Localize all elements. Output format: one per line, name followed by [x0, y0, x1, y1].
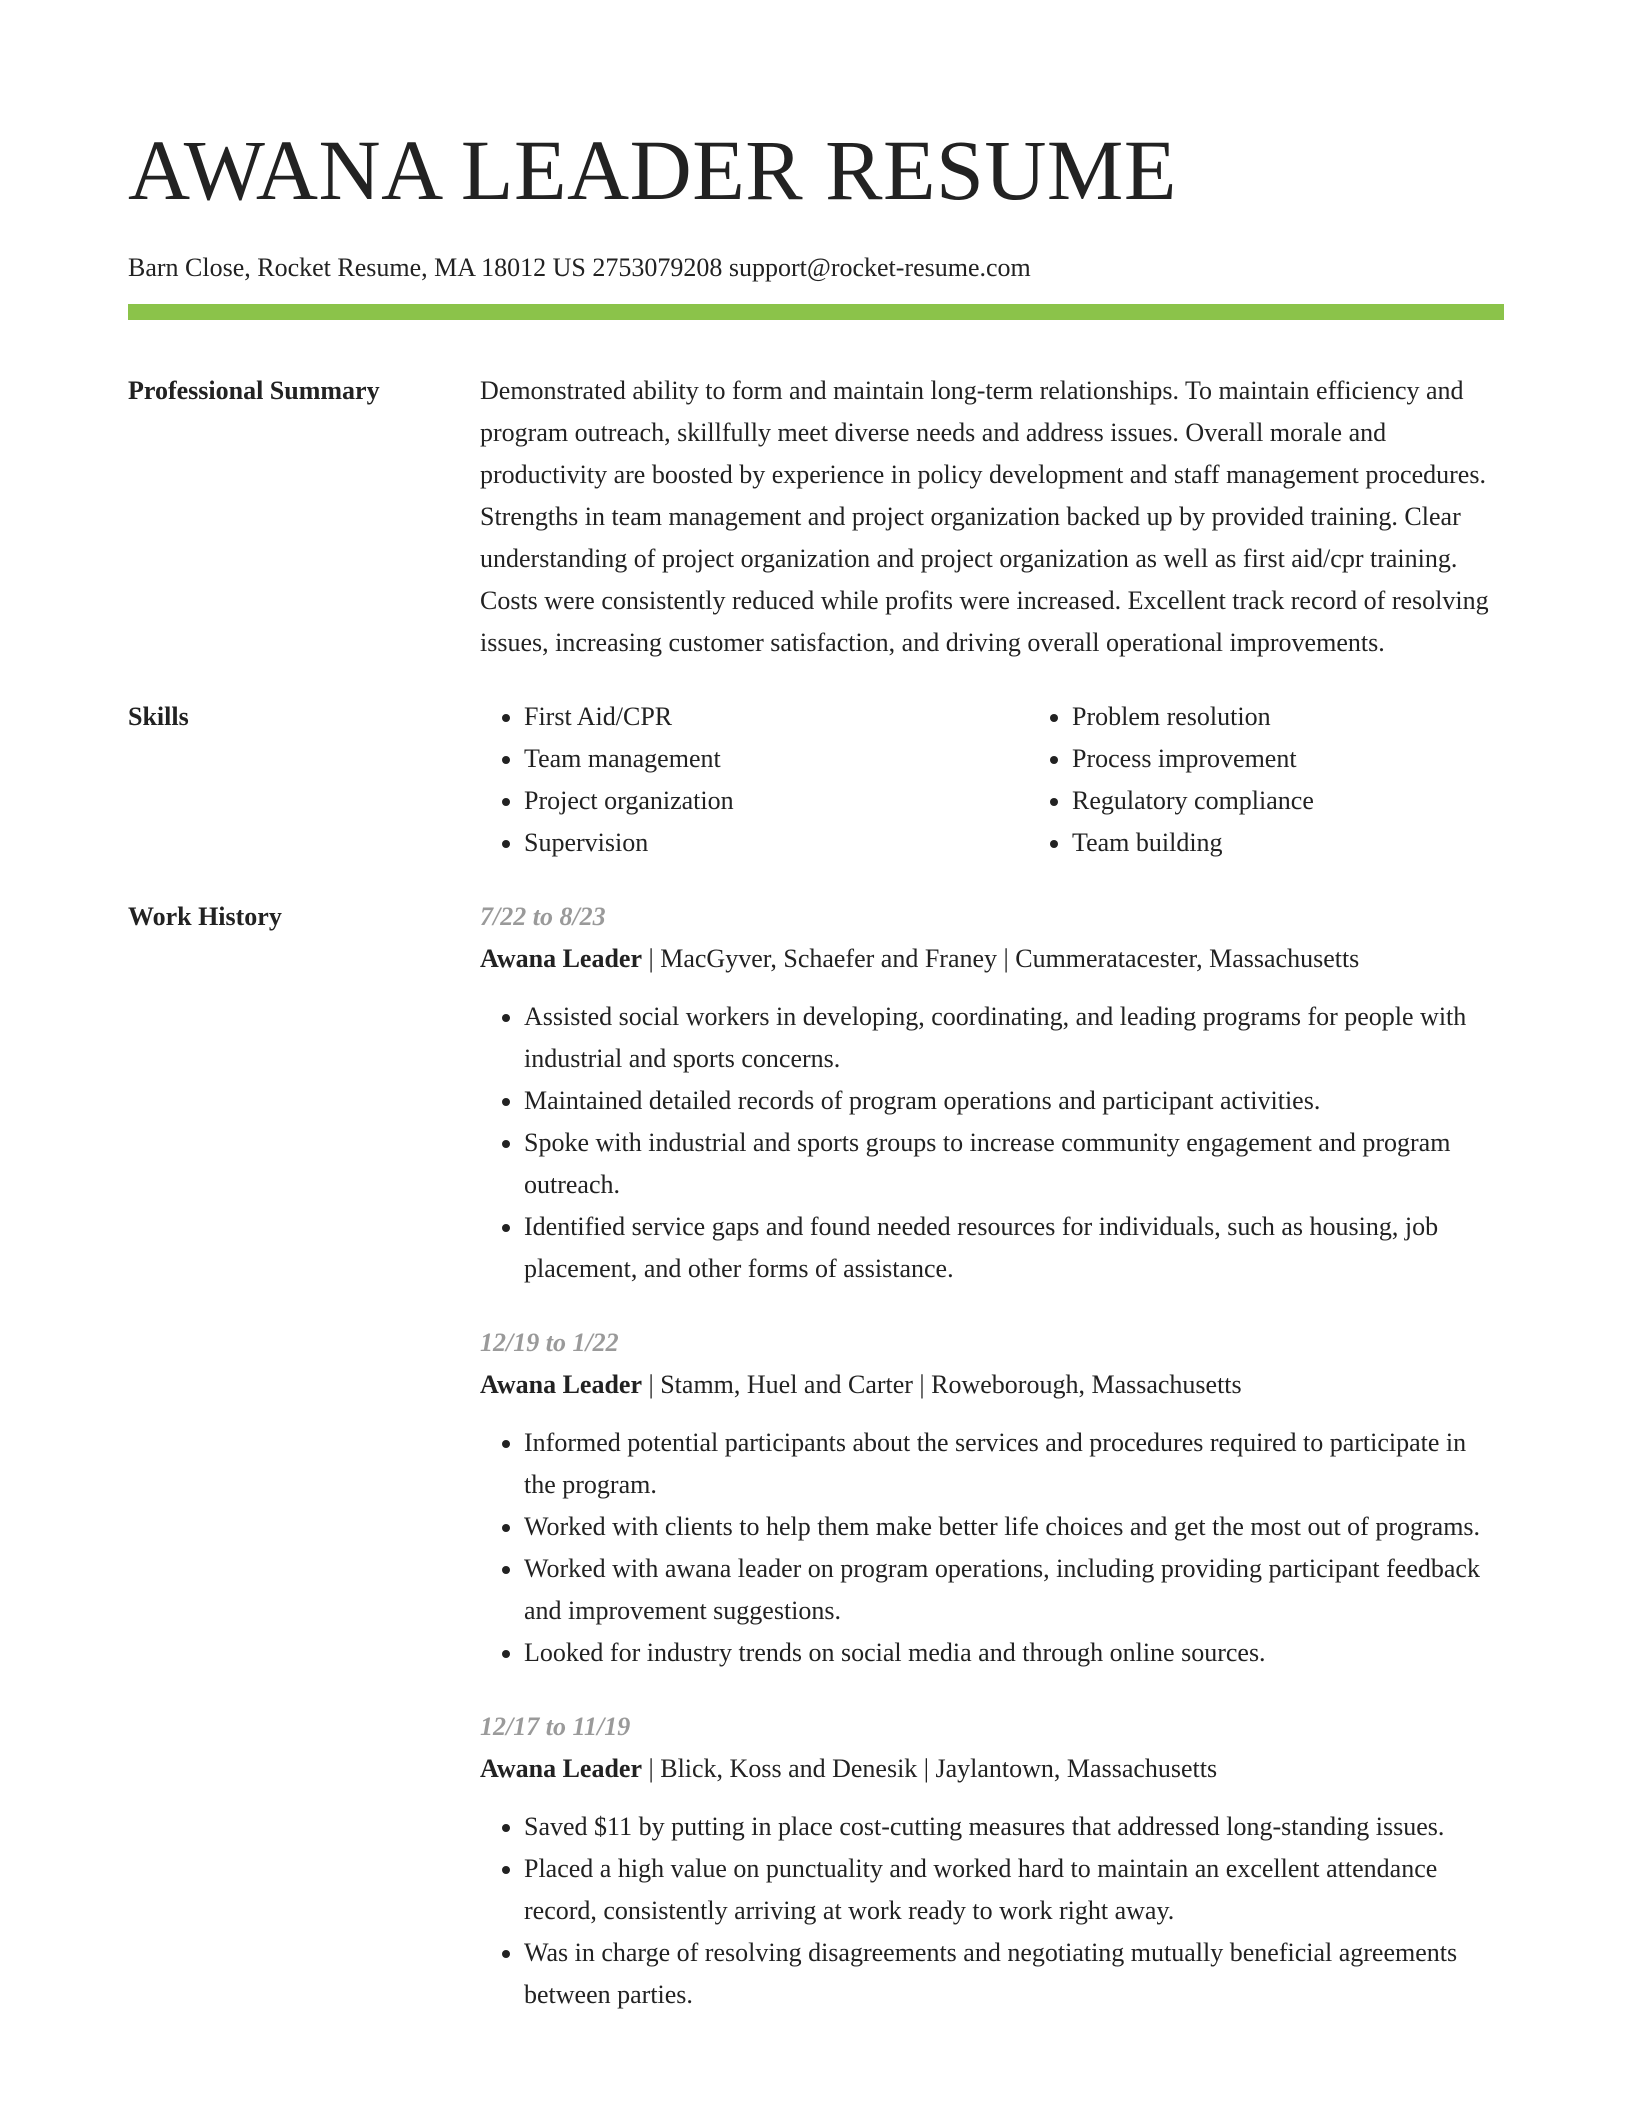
job-bullet: • Identified service gaps and found needed resources for individuals, such as housing, job placement, and other forms of assistance. [524, 1206, 1504, 1290]
job-dates: 12/19 to 1/22 [480, 1328, 619, 1357]
skill-item: • Supervision [524, 822, 1028, 864]
job-bullet: • Placed a high value on punctuality and worked hard to maintain an excellent attendance record, consistently arriving at work ready to work right away. [524, 1848, 1504, 1932]
skill-item: • Regulatory compliance [1072, 780, 1576, 822]
job-bullet: • Saved $11 by putting in place cost-cutting measures that addressed long-standing issues. [524, 1806, 1504, 1848]
job-bullet: • Was in charge of resolving disagreements and negotiating mutually beneficial agreements between parties. [524, 1932, 1504, 2016]
section-label-professional-summary: Professional Summary [128, 376, 380, 405]
work-history-list [480, 896, 1504, 2016]
job-bullet: • Spoke with industrial and sports groups to increase community engagement and program outreach. [524, 1122, 1504, 1206]
skill-item: • First Aid/CPR [524, 696, 1028, 738]
job-entry [480, 1706, 1504, 2016]
job-bullets [480, 1422, 1504, 1674]
skills-list-right [1028, 696, 1576, 864]
job-entry [480, 1322, 1504, 1674]
job-dates: 12/17 to 11/19 [480, 1712, 631, 1741]
professional-summary-section [128, 370, 1504, 664]
professional-summary-text: Demonstrated ability to form and maintain long-term relationships. To maintain efficiency and program outreach, skillfully meet diverse needs and address issues. Overall morale and productivity are boosted by experience in policy development and staff management procedures. Strengths in team management and project organization backed up by provided training. Clear understanding of project organization and project organization as well as first aid/cpr training. Costs were consistently reduced while profits were increased. Excellent track record of resolving issues, increasing customer satisfaction, and driving overall operational improvements. [480, 376, 1489, 657]
contact-line: Barn Close, Rocket Resume, MA 18012 US 2753079208 support@rocket-resume.com [128, 253, 1031, 282]
job-bullet: • Maintained detailed records of program operations and participant activities. [524, 1080, 1504, 1122]
job-employer-location: | MacGyver, Schaefer and Franey | Cummeratacester, Massachusetts [642, 944, 1360, 973]
job-bullet: • Informed potential participants about the services and procedures required to participate in the program. [524, 1422, 1504, 1506]
job-title: Awana Leader [480, 944, 643, 973]
job-heading [480, 1364, 1504, 1406]
skills-grid [480, 696, 1576, 864]
skill-item: • Process improvement [1072, 738, 1576, 780]
section-label-work-history: Work History [128, 902, 282, 931]
skill-item: • Team management [524, 738, 1028, 780]
section-label-skills: Skills [128, 702, 189, 731]
job-bullets [480, 996, 1504, 1290]
skill-item: • Team building [1072, 822, 1576, 864]
job-heading [480, 938, 1504, 980]
resume-title: AWANA LEADER RESUME [128, 122, 1177, 218]
job-bullets [480, 1806, 1504, 2016]
job-entry [480, 896, 1504, 1290]
resume-page [128, 0, 1504, 2016]
job-bullet: • Assisted social workers in developing, coordinating, and leading programs for people with industrial and sports concerns. [524, 996, 1504, 1080]
skill-item: • Problem resolution [1072, 696, 1576, 738]
job-bullet: • Looked for industry trends on social media and through online sources. [524, 1632, 1504, 1674]
job-title: Awana Leader [480, 1754, 643, 1783]
work-history-section [128, 896, 1504, 2016]
job-employer-location: | Stamm, Huel and Carter | Roweborough, Massachusetts [642, 1370, 1242, 1399]
header-accent-rule [128, 304, 1504, 320]
job-heading [480, 1748, 1504, 1790]
job-bullet: • Worked with awana leader on program operations, including providing participant feedback and improvement suggestions. [524, 1548, 1504, 1632]
skill-item: • Project organization [524, 780, 1028, 822]
job-bullet: • Worked with clients to help them make better life choices and get the most out of programs. [524, 1506, 1504, 1548]
job-dates: 7/22 to 8/23 [480, 902, 606, 931]
skills-section [128, 696, 1504, 864]
job-employer-location: | Blick, Koss and Denesik | Jaylantown, Massachusetts [642, 1754, 1218, 1783]
skills-list-left [480, 696, 1028, 864]
job-title: Awana Leader [480, 1370, 643, 1399]
